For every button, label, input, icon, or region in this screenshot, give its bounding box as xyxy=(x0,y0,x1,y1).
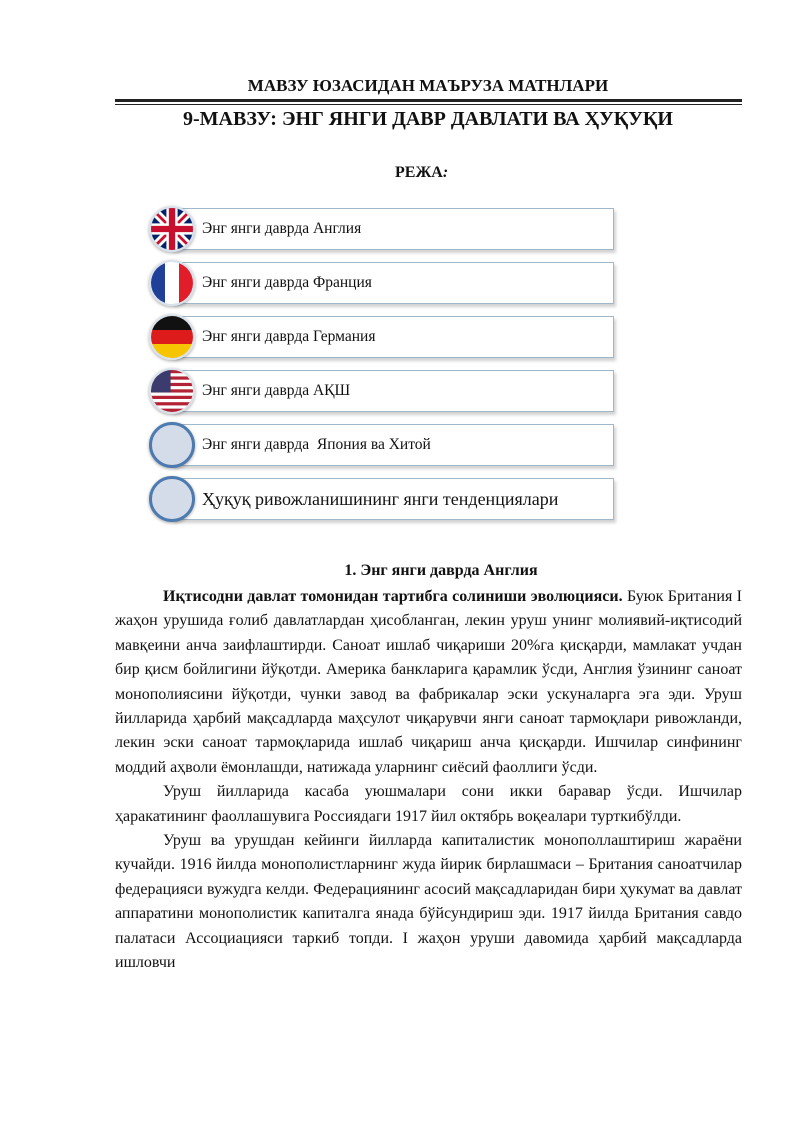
germany-flag-icon xyxy=(149,314,195,360)
topic-title: 9-МАВЗУ: ЭНГ ЯНГИ ДАВР ДАВЛАТИ ВА ҲУҚУҚИ xyxy=(183,108,673,130)
section-title: 1. Энг янги даврда Англия xyxy=(344,562,538,579)
plan-item-japan-china xyxy=(172,424,614,466)
header-rule-thin xyxy=(115,104,742,105)
plan-title-colon: : xyxy=(442,164,449,181)
uk-flag-icon xyxy=(149,206,195,252)
plan-item-law-trends xyxy=(172,478,614,520)
plan-item-germany xyxy=(172,316,614,358)
plan-item-france xyxy=(172,262,614,304)
plan-item-label: Энг янги даврда АҚШ xyxy=(202,382,351,399)
plan-item-label: Ҳуқуқ ривожланишининг янги тенденциялари xyxy=(202,488,559,509)
plan-item-england xyxy=(172,208,614,250)
plan-item-usa xyxy=(172,370,614,412)
plan-title-text: РЕЖА xyxy=(395,164,443,181)
blank-circle-icon xyxy=(149,422,195,468)
france-flag-icon xyxy=(149,260,195,306)
header-rule-thick xyxy=(115,99,742,102)
paragraph-text: Буюк Британия I жаҳон урушида ғолиб давлатлардан ҳисобланган, лекин уруш унинг молиявий-иқтисодий мавқеини анча заифлаштирди. Саноат ишлаб чиқариши 20%га қисқарди, мамлакат учдан бир қисм бойлигини йўқотди. Америка банкларига қарамлик ўсди, Англия ўзининг саноат монополиясини йўқотди, чунки завод ва фабрикалар эски ускуналарга эга эди. Уруш йилларида ҳарбий мақсадларда маҳсулот чиқарувчи янги саноат тармоқлари ривожланди, лекин эски саноат тармоқларида ишлаб чиқариш анча қисқарди. Ишчилар синфининг моддий аҳволи ёмонлашди, натижада уларнинг сиёсий фаоллиги ўсди. xyxy=(115,588,743,776)
plan-item-label: Энг янги даврда Япония ва Хитой xyxy=(202,436,431,453)
plan-item-label: Энг янги даврда Франция xyxy=(202,274,372,291)
paragraph: Уруш йилларида касаба уюшмалари сони икки баравар ўсди. Ишчилар ҳаракатининг фаоллашувига Россиядаги 1917 йил октябрь воқеалари турткибўлди. xyxy=(115,783,742,825)
plan-item-label: Энг янги даврда Германия xyxy=(202,328,376,345)
running-title: МАВЗУ ЮЗАСИДАН МАЪРУЗА МАТНЛАРИ xyxy=(247,76,609,95)
usa-flag-icon xyxy=(149,368,195,414)
section-subhead: Иқтисодни давлат томонидан тартибга солиниши эволюцияси. xyxy=(163,588,623,605)
plan-item-label: Энг янги даврда Англия xyxy=(202,220,362,237)
paragraph: Уруш ва урушдан кейинги йилларда капиталистик монополлаштириш жараёни кучайди. 1916 йилда монополистларнинг жуда йирик бирлашмаси – Британия саноатчилар федерацияси вужудга келди. Федерациянинг асосий мақсадларидан бири ҳукумат ва давлат аппаратини монополистик капиталга янада бўйсундириш эди. 1917 йилда Британия савдо палатаси Ассоциацияси таркиб топди. I жаҳон уруши давомида ҳарбий мақсадларда ишловчи xyxy=(115,832,742,972)
plan-title xyxy=(395,164,448,182)
blank-circle-icon xyxy=(149,476,195,522)
body-text xyxy=(115,585,742,976)
paragraph xyxy=(115,585,742,780)
